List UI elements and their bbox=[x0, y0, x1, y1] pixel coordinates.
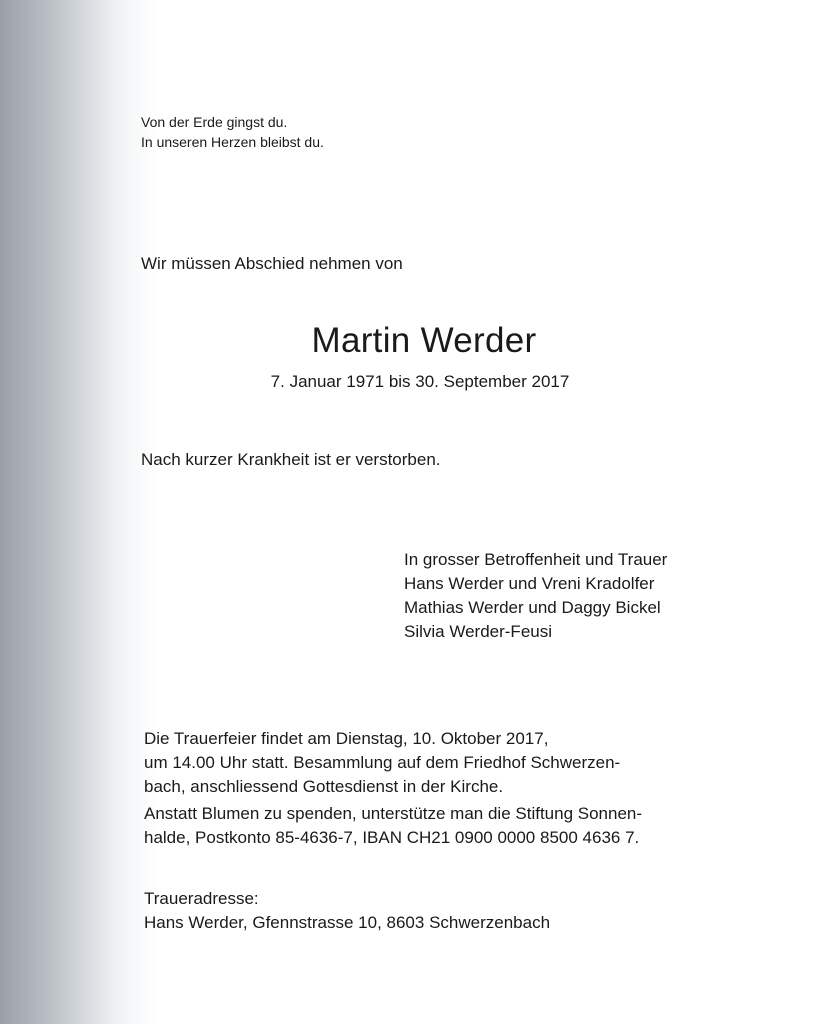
service-line: um 14.00 Uhr statt. Besammlung auf dem Friedhof Schwerzen- bbox=[144, 753, 621, 772]
service-line: bach, anschliessend Gottesdienst in der Kirche. bbox=[144, 777, 504, 796]
service-line: Die Trauerfeier findet am Dienstag, 10. Oktober 2017, bbox=[144, 729, 549, 748]
donation-line: halde, Postkonto 85-4636-7, IBAN CH21 0900 0000 8500 4636 7. bbox=[144, 828, 640, 847]
mourner-name: Hans Werder und Vreni Kradolfer bbox=[404, 574, 655, 593]
funeral-service-info bbox=[144, 727, 620, 799]
deceased-name: Martin Werder bbox=[311, 321, 537, 360]
address-value: Hans Werder, Gfennstrasse 10, 8603 Schwerzenbach bbox=[144, 913, 551, 932]
mourner-name: Silvia Werder-Feusi bbox=[404, 622, 553, 641]
verse bbox=[141, 112, 324, 152]
mourners-list bbox=[404, 548, 667, 644]
mourner-name: Mathias Werder und Daggy Bickel bbox=[404, 598, 661, 617]
farewell-intro: Wir müssen Abschied nehmen von bbox=[141, 254, 403, 273]
verse-line: Von der Erde gingst du. bbox=[141, 114, 288, 130]
mourners-line: In grosser Betroffenheit und Trauer bbox=[404, 550, 668, 569]
life-dates: 7. Januar 1971 bis 30. September 2017 bbox=[270, 372, 570, 391]
donation-info bbox=[144, 802, 642, 850]
verse-line: In unseren Herzen bleibst du. bbox=[141, 134, 324, 150]
mourning-address bbox=[144, 887, 550, 935]
donation-line: Anstatt Blumen zu spenden, unterstütze man die Stiftung Sonnen- bbox=[144, 804, 643, 823]
death-notice-text: Nach kurzer Krankheit ist er verstorben. bbox=[141, 450, 441, 469]
address-label: Traueradresse: bbox=[144, 889, 259, 908]
